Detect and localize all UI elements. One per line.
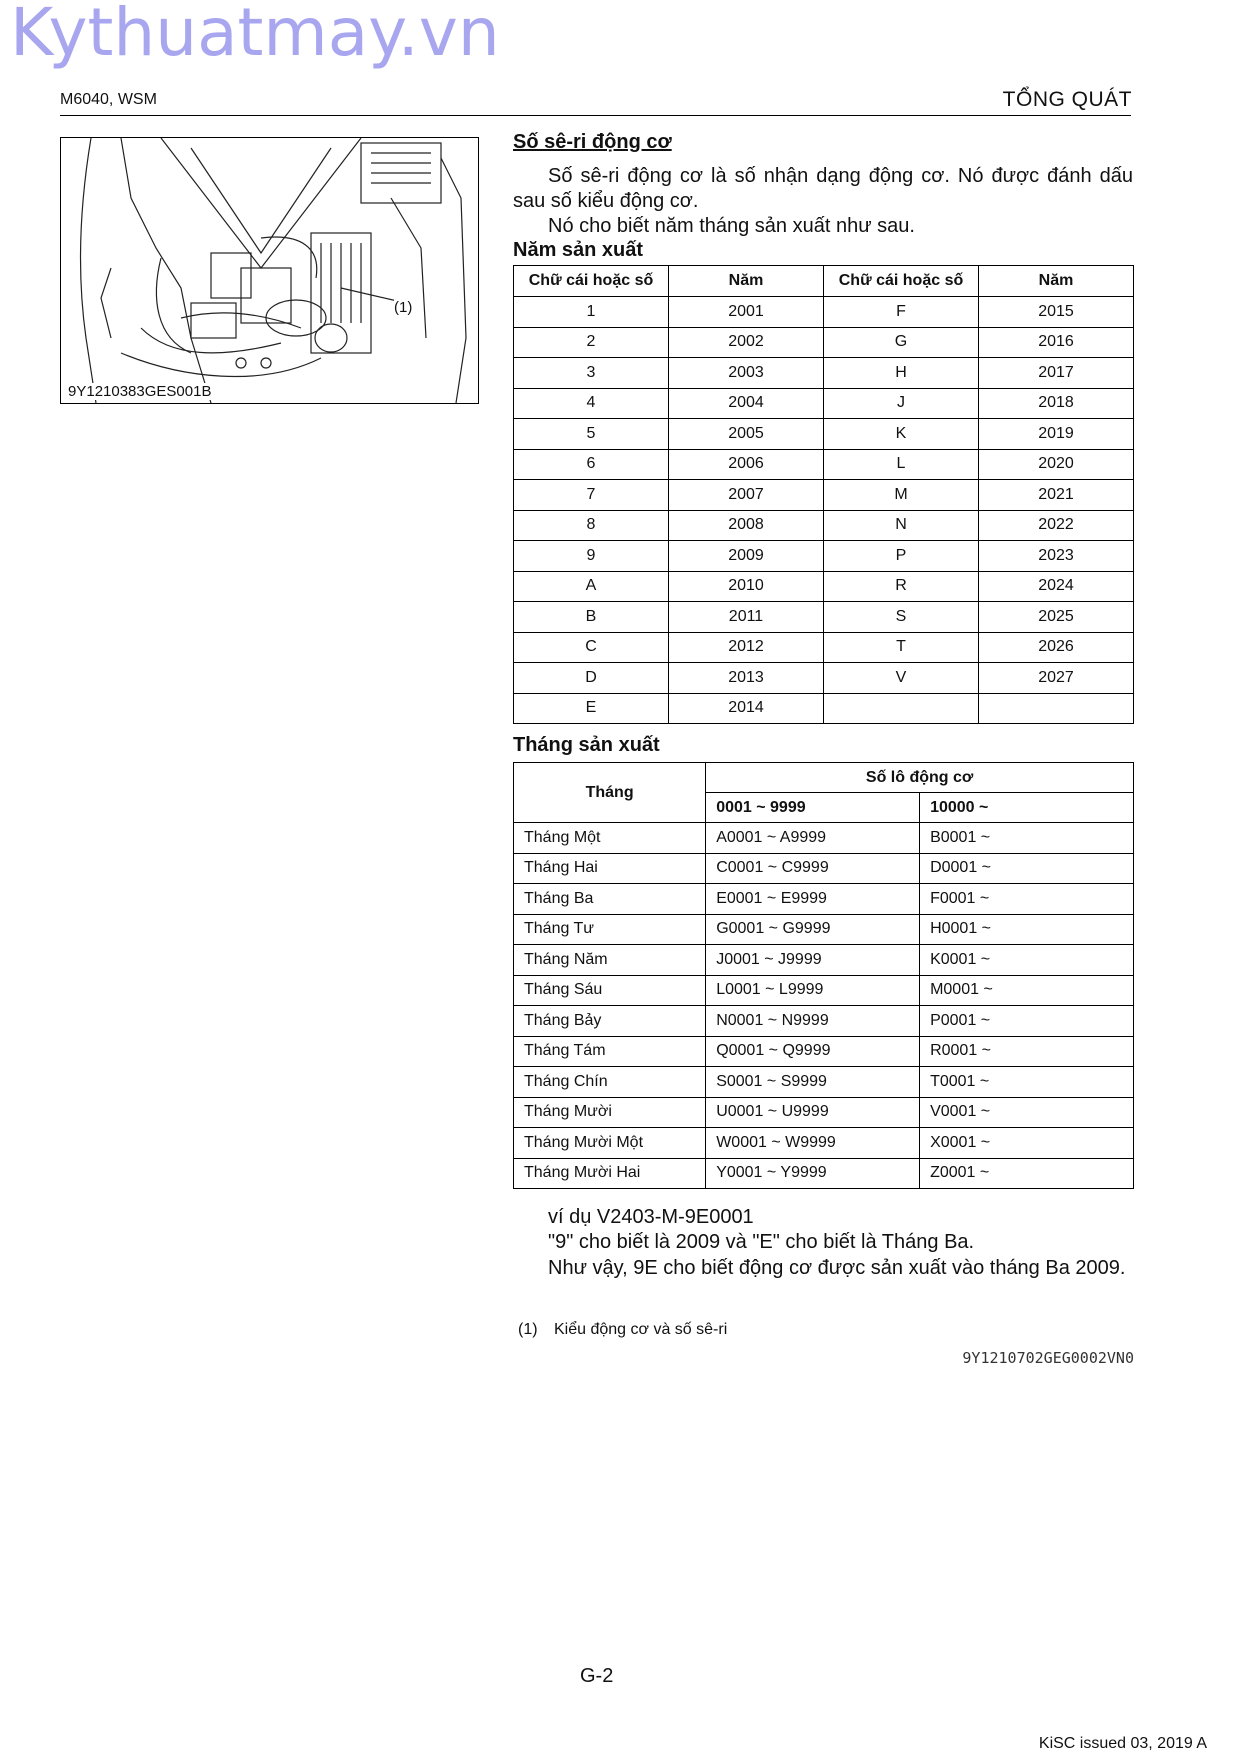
table-cell: S [824,602,979,633]
table-cell: A [514,571,669,602]
table-row [514,853,1134,884]
table-cell: 2015 [979,297,1134,328]
table-cell: 2010 [669,571,824,602]
table-cell: C [514,632,669,663]
table-cell: G0001 ~ G9999 [706,914,920,945]
table-cell: N0001 ~ N9999 [706,1006,920,1037]
table-cell: Q0001 ~ Q9999 [706,1036,920,1067]
table-cell: 2023 [979,541,1134,572]
table-cell: 2021 [979,480,1134,511]
table-cell: R [824,571,979,602]
header-rule [60,115,1131,116]
table-cell: D0001 ~ [920,853,1134,884]
year-table [513,265,1134,724]
table-cell: J0001 ~ J9999 [706,945,920,976]
table-row [514,1006,1134,1037]
table-cell: 2016 [979,327,1134,358]
document-code: 9Y1210702GEG0002VN0 [962,1349,1134,1367]
table-cell: 2019 [979,419,1134,450]
table-cell: H0001 ~ [920,914,1134,945]
column-header: Năm [669,266,824,297]
note-label: (1) [518,1321,538,1338]
table-row [514,632,1134,663]
table-cell: 2007 [669,480,824,511]
table-cell: P [824,541,979,572]
table-cell: H [824,358,979,389]
table-row [514,945,1134,976]
table-row [514,1158,1134,1189]
intro-paragraph-2 [513,214,1133,239]
watermark: Kythuatmay.vn [10,0,500,71]
header-model: M6040, WSM [60,91,157,108]
table-header-row [514,266,1134,297]
engine-figure [60,137,479,404]
table-row [514,1128,1134,1159]
table-cell: Z0001 ~ [920,1158,1134,1189]
table-row [514,1036,1134,1067]
table-cell: 2026 [979,632,1134,663]
table-cell: L0001 ~ L9999 [706,975,920,1006]
column-header: Năm [979,266,1134,297]
table-cell: K [824,419,979,450]
table-cell: P0001 ~ [920,1006,1134,1037]
example-line-1: ví dụ V2403-M-9E0001 [548,1206,754,1228]
table-cell: 2008 [669,510,824,541]
table-cell: 2 [514,327,669,358]
table-cell: 9 [514,541,669,572]
table-cell: 2004 [669,388,824,419]
example-line-3: Như vậy, 9E cho biết động cơ được sản xuất vào tháng Ba 2009. [548,1257,1126,1279]
month-table-title: Tháng sản xuất [513,734,660,756]
intro-paragraph [513,164,1133,214]
table-cell: A0001 ~ A9999 [706,823,920,854]
table-cell: 2012 [669,632,824,663]
table-cell: Tháng Chín [514,1067,706,1098]
table-cell: 2014 [669,693,824,724]
year-table-title: Năm sản xuất [513,239,644,261]
table-cell: Tháng Năm [514,945,706,976]
table-row [514,823,1134,854]
table-row [514,480,1134,511]
table-cell: M [824,480,979,511]
table-cell: 2006 [669,449,824,480]
table-cell: Tháng Mười Một [514,1128,706,1159]
table-cell: W0001 ~ W9999 [706,1128,920,1159]
table-cell: 2005 [669,419,824,450]
table-row [514,663,1134,694]
column-header: Chữ cái hoặc số [824,266,979,297]
table-cell: X0001 ~ [920,1128,1134,1159]
table-row [514,388,1134,419]
table-cell: F [824,297,979,328]
section-title: Số sê-ri động cơ [513,131,672,153]
table-cell: 2027 [979,663,1134,694]
table-cell: J [824,388,979,419]
table-cell: B0001 ~ [920,823,1134,854]
table-cell: G [824,327,979,358]
table-cell: Tháng Một [514,823,706,854]
table-cell: 3 [514,358,669,389]
header-section-title: TỔNG QUÁT [1002,88,1132,111]
table-cell: 2011 [669,602,824,633]
table-cell: Tháng Sáu [514,975,706,1006]
table-cell: E0001 ~ E9999 [706,884,920,915]
table-row [514,419,1134,450]
table-cell: 2018 [979,388,1134,419]
table-row [514,297,1134,328]
example-line-2: "9" cho biết là 2009 và "E" cho biết là Tháng Ba. [548,1231,975,1253]
table-cell: 2001 [669,297,824,328]
table-cell: 6 [514,449,669,480]
table-cell [824,693,979,724]
table-cell: Y0001 ~ Y9999 [706,1158,920,1189]
table-cell [979,693,1134,724]
table-row [514,541,1134,572]
table-cell: 7 [514,480,669,511]
figure-callout-label: (1) [394,299,413,316]
table-cell: 1 [514,297,669,328]
column-header: Chữ cái hoặc số [514,266,669,297]
table-cell: 2002 [669,327,824,358]
table-cell: M0001 ~ [920,975,1134,1006]
table-cell: 2025 [979,602,1134,633]
table-cell: 2003 [669,358,824,389]
table-cell: R0001 ~ [920,1036,1134,1067]
table-cell: 2017 [979,358,1134,389]
table-cell: F0001 ~ [920,884,1134,915]
table-cell: S0001 ~ S9999 [706,1067,920,1098]
page-number: G-2 [580,1665,614,1687]
table-cell: Tháng Mười Hai [514,1158,706,1189]
table-cell: Tháng Hai [514,853,706,884]
column-header-lot: Số lô động cơ [706,763,1134,793]
table-cell: 2013 [669,663,824,694]
table-row [514,914,1134,945]
table-cell: 4 [514,388,669,419]
month-table [513,762,1134,1189]
table-row [514,884,1134,915]
table-cell: Tháng Tư [514,914,706,945]
table-cell: V0001 ~ [920,1097,1134,1128]
column-subheader: 10000 ~ [920,793,1134,823]
table-cell: Tháng Bảy [514,1006,706,1037]
table-cell: 8 [514,510,669,541]
table-cell: B [514,602,669,633]
table-row [514,975,1134,1006]
engine-illustration [61,138,478,403]
table-cell: N [824,510,979,541]
table-row [514,449,1134,480]
table-cell: T0001 ~ [920,1067,1134,1098]
table-row [514,358,1134,389]
table-cell: K0001 ~ [920,945,1134,976]
table-cell: E [514,693,669,724]
table-cell: 5 [514,419,669,450]
table-cell: L [824,449,979,480]
figure-code: 9Y1210383GES001B [68,383,212,400]
table-cell: 2022 [979,510,1134,541]
column-header-month: Tháng [514,763,706,823]
table-row [514,571,1134,602]
note-text: Kiểu động cơ và số sê-ri [554,1321,728,1338]
figure-note [518,1321,727,1339]
table-cell: 2020 [979,449,1134,480]
table-cell: Tháng Ba [514,884,706,915]
table-cell: Tháng Tám [514,1036,706,1067]
table-cell: 2024 [979,571,1134,602]
footer-issue: KiSC issued 03, 2019 A [1038,1735,1207,1752]
table-row [514,602,1134,633]
table-header-row [514,763,1134,793]
table-cell: V [824,663,979,694]
table-row [514,510,1134,541]
table-row [514,1097,1134,1128]
intro-text: Số sê-ri động cơ là số nhận dạng động cơ. Nó được đánh dấu sau số kiểu động cơ. [513,165,1133,212]
table-cell: 2009 [669,541,824,572]
table-cell: Tháng Mười [514,1097,706,1128]
table-row [514,693,1134,724]
table-cell: C0001 ~ C9999 [706,853,920,884]
table-cell: T [824,632,979,663]
table-row [514,327,1134,358]
table-row [514,1067,1134,1098]
intro-text-2: Nó cho biết năm tháng sản xuất như sau. [548,215,915,237]
column-subheader: 0001 ~ 9999 [706,793,920,823]
table-cell: U0001 ~ U9999 [706,1097,920,1128]
table-cell: D [514,663,669,694]
